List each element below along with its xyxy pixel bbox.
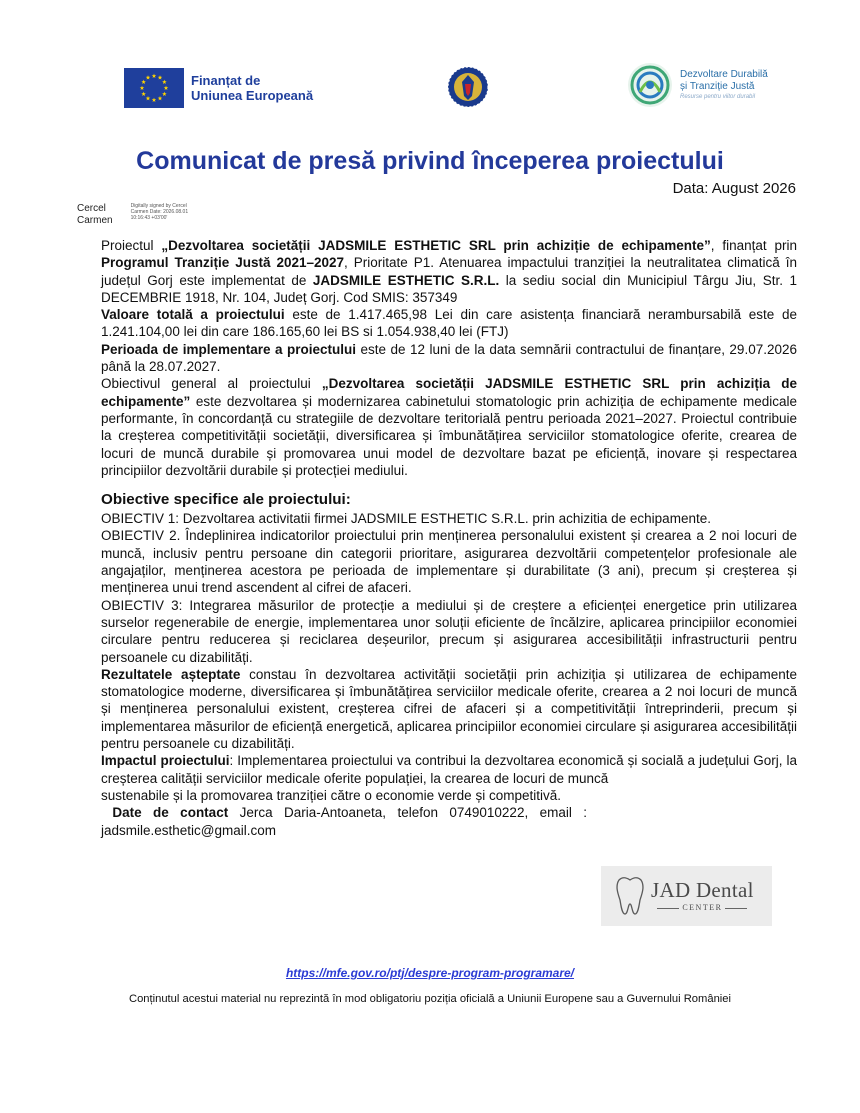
eu-line-1: Finanțat de — [191, 73, 261, 88]
eu-funding-text — [191, 73, 313, 103]
value-label: Valoare totală a proiectului — [101, 307, 285, 323]
program-website-link[interactable]: https://mfe.gov.ro/ptj/despre-program-programare/ — [285, 966, 575, 980]
general-objective-text-a: Obiectivul general al proiectului — [101, 376, 322, 392]
results-label: Rezultatele așteptate — [101, 666, 241, 682]
jad-dental-logo — [601, 866, 772, 926]
header-logos — [0, 62, 860, 118]
objective-2: OBIECTIV 2. Îndeplinirea indicatorilor proiectului prin menținerea personalului existent și crearea a 2 noi locuri de muncă, inclusiv pentru persoane din categorii prioritare, asigurarea dezvoltării competențelor profesionale ale angajaților, menținerea acestora pe perioada de implementare și durabilitate (3 ani), precum și creșterea și menținerea unui trend ascendent al cifrei de afaceri. — [101, 528, 797, 596]
general-objective-project-bold: „Dezvoltarea societății JADSMILE ESTHETIC SRL prin achiziția de echipamente” — [101, 376, 797, 409]
eu-star — [141, 80, 146, 84]
period-label: Perioada de implementare a proiectului — [101, 341, 356, 357]
tooth-icon — [613, 874, 647, 918]
eu-star — [158, 75, 163, 79]
jad-text — [651, 879, 754, 913]
objective-3: OBIECTIV 3: Integrarea măsurilor de protecție a mediului și de creștere a eficienței energetice prin utilizarea surselor regenerabile de energie, implementarea unor soluții eficiente de încălzire, aplicarea principiilor economiei circulare pentru reducerea și reciclarea deșeurilor, precum și asigurarea accesibilității infrastructurii pentru persoanele cu dizabilități. — [101, 597, 797, 665]
eu-disclaimer: Conținutul acestui material nu reprezintă în mod obligatoriu poziția oficială a Uniunii Europene sau a Guvernului României — [129, 993, 731, 1005]
dtj-tagline: Resurse pentru viitor durabil — [680, 93, 756, 100]
period-paragraph — [101, 341, 797, 376]
dtj-program-logo — [627, 62, 768, 108]
intro-text-e: , Prioritate P1. Atenuarea impactului tranziției la neutralitatea climatică în județul Gorj este implementat de — [101, 255, 797, 288]
intro-text-g: la sediu social din Municipiul Târgu Jiu, Str. 1 DECEMBRIE 1918, Nr. 104, Județ Gorj. Cod SMIS: 357349 — [101, 272, 797, 305]
eu-star — [146, 96, 151, 100]
intro-text-c: , finanțat prin — [710, 238, 797, 253]
eu-star — [152, 74, 157, 78]
dtj-line-2: și Tranziție Justă — [680, 80, 755, 92]
contact-label: Date de contact — [112, 805, 229, 821]
press-release-body — [101, 237, 797, 839]
impact-text: : Implementarea proiectului va contribui la dezvoltarea economică și socială a județului Gorj, la creșterea calității serviciilor medicale oferite populației, la crearea de locuri de muncă — [101, 753, 797, 786]
period-text: este de 12 luni de la data semnării contractului de finanțare, 29.07.2026 până la 28.07.2027. — [101, 341, 797, 375]
divider — [725, 908, 747, 909]
eu-star — [158, 96, 163, 100]
jad-main-text: JAD Dental — [651, 878, 754, 902]
results-paragraph — [101, 666, 797, 752]
romanian-government-crest-icon — [446, 64, 490, 110]
eu-star — [162, 80, 167, 84]
page-title: Comunicat de presă privind începerea proiectului — [136, 147, 724, 175]
eu-star — [162, 92, 167, 96]
results-text: constau în dezvoltarea activității societății prin achiziția și utilizarea de echipamente stomatologice moderne, diversificarea și îmbunătățirea serviciilor medicale oferite, crearea a 2 noi locuri de muncă și menținerea personalului existent, creșterea cifrei de afaceri și a competitivității întreprinderii, precum și implementarea măsurilor de eficiență energetică, aplicarea principiilor economiei circulare și asigurarea accesibilității pentru persoanele cu dizabilități. — [101, 666, 798, 752]
eu-star — [152, 98, 157, 102]
intro-paragraph — [101, 237, 797, 306]
eu-funding-logo — [124, 68, 313, 108]
eu-star — [146, 75, 151, 79]
contact-text: Jerca Daria-Antoaneta, telefon 0749010222, email : jadsmile.esthetic@gmail.com — [101, 805, 587, 838]
contact-paragraph — [101, 804, 587, 839]
eu-star — [141, 92, 146, 96]
value-paragraph — [101, 306, 797, 341]
document-date: Data: August 2026 — [672, 180, 796, 197]
signature-name — [77, 203, 113, 227]
program-name-bold: Programul Tranziție Justă 2021–2027 — [101, 255, 345, 271]
impact-label: Impactul proiectului — [101, 753, 230, 769]
eu-line-2: Uniunea Europeană — [191, 88, 314, 103]
value-text: este de 1.417.465,98 Lei din care asistența financiară nerambursabilă este de 1.241.104,00 lei din care 186.165,60 lei BS si 1.054.938,40 lei (FTJ) — [101, 307, 797, 340]
impact-continuation: sustenabile și la promovarea tranziției către o economie verde și competitivă. — [101, 787, 561, 803]
eu-star — [164, 86, 169, 90]
signature-name-line-1: Cercel — [77, 203, 106, 214]
divider — [657, 908, 679, 909]
impact-paragraph — [101, 752, 797, 787]
digital-signature — [77, 203, 191, 227]
jad-sub-text: CENTER — [682, 903, 723, 912]
company-name-bold: JADSMILE ESTHETIC S.R.L. — [312, 272, 500, 288]
eu-flag-icon — [124, 68, 184, 108]
eu-star — [140, 86, 145, 90]
dtj-circle-icon — [627, 62, 673, 108]
dtj-text — [680, 69, 768, 102]
dtj-line-1: Dezvoltare Durabilă — [680, 68, 768, 80]
signature-name-line-2: Carmen — [77, 215, 113, 226]
jad-sub-row — [651, 903, 754, 913]
general-objective-paragraph — [101, 375, 797, 479]
project-name-bold: „Dezvoltarea societății JADSMILE ESTHETIC SRL prin achiziție de echipamente” — [161, 238, 711, 253]
objective-1: OBIECTIV 1: Dezvoltarea activitatii firmei JADSMILE ESTHETIC S.R.L. prin achizitia de echipamente. — [101, 511, 711, 527]
signature-detail: Digitally signed by Cercel Carmen Date: 2026.08.01 10:16:43 +03'00' — [130, 203, 189, 221]
intro-text-a: Proiectul — [101, 238, 162, 253]
specific-objectives-heading: Obiective specifice ale proiectului: — [101, 491, 351, 509]
general-objective-text-c: este dezvoltarea și modernizarea cabinetului stomatologic prin achiziția de echipamente medicale performante, în concordanță cu strategiile de dezvoltare teritorială pentru perioada 2021–2027. Proiectul contribuie la creșterea competitivității societății, diversificarea și îmbunătățirea serviciilor stomatologice oferite, crearea de locuri de muncă durabile și promovarea unui model de dezvoltare bazat pe eficiență, inovare și respectarea principiilor dezvoltării durabile și protecției mediului. — [101, 393, 797, 478]
